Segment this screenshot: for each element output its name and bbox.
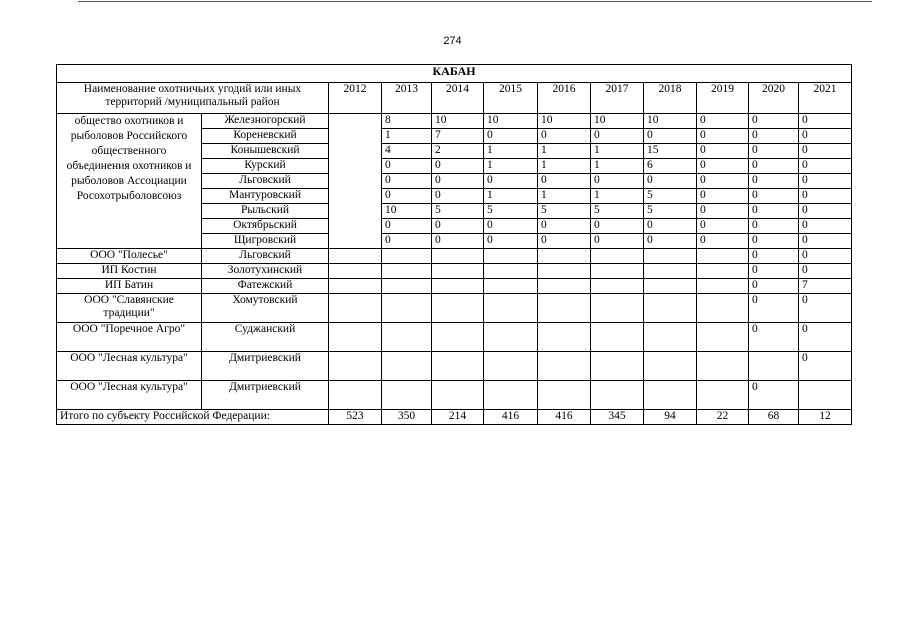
value-cell: 0 (432, 219, 484, 234)
value-cell: 0 (591, 129, 644, 144)
value-cell (382, 294, 432, 323)
value-cell: 0 (799, 352, 852, 381)
value-cell (432, 352, 484, 381)
value-cell: 0 (382, 174, 432, 189)
value-cell: 0 (697, 189, 749, 204)
value-cell (644, 294, 697, 323)
value-cell (591, 249, 644, 264)
organization-cell: ООО "Славянские традиции" (57, 294, 202, 323)
district-cell: Фатежский (202, 279, 329, 294)
value-cell: 10 (382, 204, 432, 219)
value-cell: 0 (799, 159, 852, 174)
value-cell: 0 (799, 189, 852, 204)
organization-cell: ООО "Поречное Агро" (57, 323, 202, 352)
year-header: 2013 (382, 83, 432, 114)
value-cell (329, 294, 382, 323)
value-cell: 10 (591, 114, 644, 129)
value-cell (644, 381, 697, 410)
value-cell: 0 (749, 323, 799, 352)
total-value-cell: 22 (697, 410, 749, 425)
value-cell: 5 (591, 204, 644, 219)
value-cell (644, 249, 697, 264)
value-cell (382, 249, 432, 264)
value-cell: 0 (749, 249, 799, 264)
value-cell: 0 (382, 234, 432, 249)
value-cell: 0 (749, 381, 799, 410)
total-value-cell: 94 (644, 410, 697, 425)
value-cell: 7 (432, 129, 484, 144)
value-cell: 10 (644, 114, 697, 129)
total-label: Итого по субъекту Российской Федерации: (57, 410, 329, 425)
value-cell (591, 264, 644, 279)
district-cell: Мантуровский (202, 189, 329, 204)
value-cell: 0 (644, 234, 697, 249)
value-cell (329, 352, 382, 381)
district-cell: Льговский (202, 249, 329, 264)
value-cell (644, 264, 697, 279)
district-cell: Дмитриевский (202, 381, 329, 410)
table-title: КАБАН (57, 65, 852, 83)
value-cell (484, 279, 538, 294)
value-cell: 0 (799, 114, 852, 129)
year-header: 2017 (591, 83, 644, 114)
organization-cell: ООО "Лесная культура" (57, 381, 202, 410)
value-cell: 0 (697, 144, 749, 159)
value-cell: 0 (799, 294, 852, 323)
value-cell: 0 (432, 174, 484, 189)
name-column-header: Наименование охотничьих угодий или иных территорий /муниципальный район (57, 83, 329, 114)
value-cell: 10 (484, 114, 538, 129)
total-value-cell: 68 (749, 410, 799, 425)
value-cell: 0 (749, 144, 799, 159)
table-row (57, 294, 852, 323)
value-cell: 10 (538, 114, 591, 129)
district-cell: Рыльский (202, 204, 329, 219)
value-cell: 0 (644, 129, 697, 144)
value-cell: 6 (644, 159, 697, 174)
table-row (57, 114, 852, 129)
value-cell: 0 (382, 159, 432, 174)
value-cell (432, 279, 484, 294)
value-cell: 15 (644, 144, 697, 159)
year-header: 2018 (644, 83, 697, 114)
value-cell: 1 (484, 144, 538, 159)
value-cell: 0 (697, 174, 749, 189)
value-cell: 0 (697, 129, 749, 144)
value-cell: 5 (644, 189, 697, 204)
value-cell (591, 381, 644, 410)
value-cell: 0 (644, 219, 697, 234)
value-cell (697, 323, 749, 352)
total-row (57, 410, 852, 425)
value-cell (329, 249, 382, 264)
total-value-cell: 12 (799, 410, 852, 425)
value-cell: 7 (799, 279, 852, 294)
value-cell (591, 323, 644, 352)
year-header: 2019 (697, 83, 749, 114)
value-cell: 0 (591, 219, 644, 234)
value-cell (538, 381, 591, 410)
value-cell (538, 279, 591, 294)
value-cell: 0 (644, 174, 697, 189)
value-cell: 5 (432, 204, 484, 219)
value-cell: 0 (484, 234, 538, 249)
page-top-rule (78, 1, 872, 2)
value-cell (799, 381, 852, 410)
value-cell: 0 (749, 279, 799, 294)
value-cell (697, 279, 749, 294)
value-cell (644, 352, 697, 381)
value-cell (382, 264, 432, 279)
value-cell: 0 (749, 204, 799, 219)
total-value-cell: 350 (382, 410, 432, 425)
value-cell (538, 294, 591, 323)
value-cell: 0 (799, 323, 852, 352)
value-cell (538, 352, 591, 381)
year-header: 2016 (538, 83, 591, 114)
value-cell: 1 (591, 159, 644, 174)
total-value-cell: 416 (538, 410, 591, 425)
organization-cell: общество охотников и рыболовов Российского общественного объединения охотников и рыболовов Ассоциации Росохотрыболовсоюз (57, 114, 202, 249)
value-cell (644, 279, 697, 294)
value-cell: 1 (538, 159, 591, 174)
value-cell: 0 (799, 204, 852, 219)
organization-cell: ИП Костин (57, 264, 202, 279)
value-cell: 0 (591, 174, 644, 189)
year-header: 2012 (329, 83, 382, 114)
value-cell: 0 (484, 174, 538, 189)
value-cell: 0 (799, 264, 852, 279)
value-cell (382, 323, 432, 352)
value-cell: 2 (432, 144, 484, 159)
value-cell: 0 (432, 189, 484, 204)
year-header: 2021 (799, 83, 852, 114)
value-cell: 0 (749, 219, 799, 234)
value-cell: 0 (799, 129, 852, 144)
value-cell: 0 (749, 174, 799, 189)
year-header: 2014 (432, 83, 484, 114)
value-cell (538, 249, 591, 264)
value-cell: 0 (538, 129, 591, 144)
game-count-table (56, 64, 852, 425)
value-cell (382, 279, 432, 294)
table-row (57, 249, 852, 264)
year-header: 2020 (749, 83, 799, 114)
district-cell: Льговский (202, 174, 329, 189)
table-row (57, 279, 852, 294)
value-cell (329, 279, 382, 294)
district-cell: Хомутовский (202, 294, 329, 323)
value-cell: 0 (799, 219, 852, 234)
value-cell: 0 (799, 234, 852, 249)
value-cell (484, 323, 538, 352)
value-cell (432, 381, 484, 410)
value-cell: 0 (697, 204, 749, 219)
district-cell: Октябрьский (202, 219, 329, 234)
value-cell: 4 (382, 144, 432, 159)
organization-cell: ООО "Полесье" (57, 249, 202, 264)
value-cell: 1 (538, 144, 591, 159)
value-cell (697, 352, 749, 381)
value-cell: 0 (799, 144, 852, 159)
value-cell: 5 (538, 204, 591, 219)
district-cell: Курский (202, 159, 329, 174)
value-cell (484, 249, 538, 264)
value-cell: 1 (382, 129, 432, 144)
value-cell (484, 264, 538, 279)
value-cell: 0 (799, 249, 852, 264)
value-cell: 0 (432, 159, 484, 174)
value-cell: 0 (538, 174, 591, 189)
district-cell: Кореневский (202, 129, 329, 144)
table-row (57, 352, 852, 381)
value-cell (432, 249, 484, 264)
value-cell (644, 323, 697, 352)
table-row (57, 323, 852, 352)
value-cell (591, 294, 644, 323)
value-cell: 1 (484, 159, 538, 174)
value-cell: 0 (749, 159, 799, 174)
value-cell (591, 279, 644, 294)
value-cell (329, 114, 382, 249)
value-cell: 0 (538, 234, 591, 249)
value-cell (697, 249, 749, 264)
value-cell (749, 352, 799, 381)
value-cell: 0 (749, 189, 799, 204)
value-cell (432, 294, 484, 323)
value-cell: 1 (591, 144, 644, 159)
organization-cell: ИП Батин (57, 279, 202, 294)
year-header: 2015 (484, 83, 538, 114)
value-cell (382, 352, 432, 381)
value-cell: 0 (538, 219, 591, 234)
value-cell: 0 (697, 159, 749, 174)
value-cell (697, 381, 749, 410)
value-cell: 0 (432, 234, 484, 249)
value-cell (484, 352, 538, 381)
value-cell: 0 (697, 114, 749, 129)
page-number: 274 (443, 35, 462, 47)
value-cell: 0 (484, 219, 538, 234)
value-cell: 0 (749, 114, 799, 129)
value-cell (697, 264, 749, 279)
district-cell: Конышевский (202, 144, 329, 159)
district-cell: Железногорский (202, 114, 329, 129)
value-cell: 1 (538, 189, 591, 204)
value-cell: 0 (749, 294, 799, 323)
value-cell (697, 294, 749, 323)
value-cell: 8 (382, 114, 432, 129)
value-cell: 5 (644, 204, 697, 219)
value-cell (484, 381, 538, 410)
value-cell: 0 (697, 234, 749, 249)
value-cell (432, 323, 484, 352)
value-cell (484, 294, 538, 323)
value-cell (382, 381, 432, 410)
value-cell (538, 323, 591, 352)
value-cell: 0 (749, 234, 799, 249)
value-cell: 0 (749, 129, 799, 144)
value-cell (329, 323, 382, 352)
district-cell: Суджанский (202, 323, 329, 352)
value-cell: 0 (697, 219, 749, 234)
total-value-cell: 345 (591, 410, 644, 425)
total-value-cell: 214 (432, 410, 484, 425)
table-row (57, 381, 852, 410)
district-cell: Золотухинский (202, 264, 329, 279)
value-cell: 0 (484, 129, 538, 144)
value-cell: 10 (432, 114, 484, 129)
value-cell (329, 381, 382, 410)
table-row (57, 264, 852, 279)
value-cell (591, 352, 644, 381)
value-cell (432, 264, 484, 279)
value-cell (329, 264, 382, 279)
district-cell: Щигровский (202, 234, 329, 249)
total-value-cell: 416 (484, 410, 538, 425)
value-cell: 5 (484, 204, 538, 219)
value-cell: 0 (749, 264, 799, 279)
organization-cell: ООО "Лесная культура" (57, 352, 202, 381)
value-cell: 1 (591, 189, 644, 204)
value-cell: 1 (484, 189, 538, 204)
value-cell: 0 (382, 189, 432, 204)
value-cell (538, 264, 591, 279)
value-cell: 0 (382, 219, 432, 234)
value-cell: 0 (799, 174, 852, 189)
district-cell: Дмитриевский (202, 352, 329, 381)
value-cell: 0 (591, 234, 644, 249)
total-value-cell: 523 (329, 410, 382, 425)
